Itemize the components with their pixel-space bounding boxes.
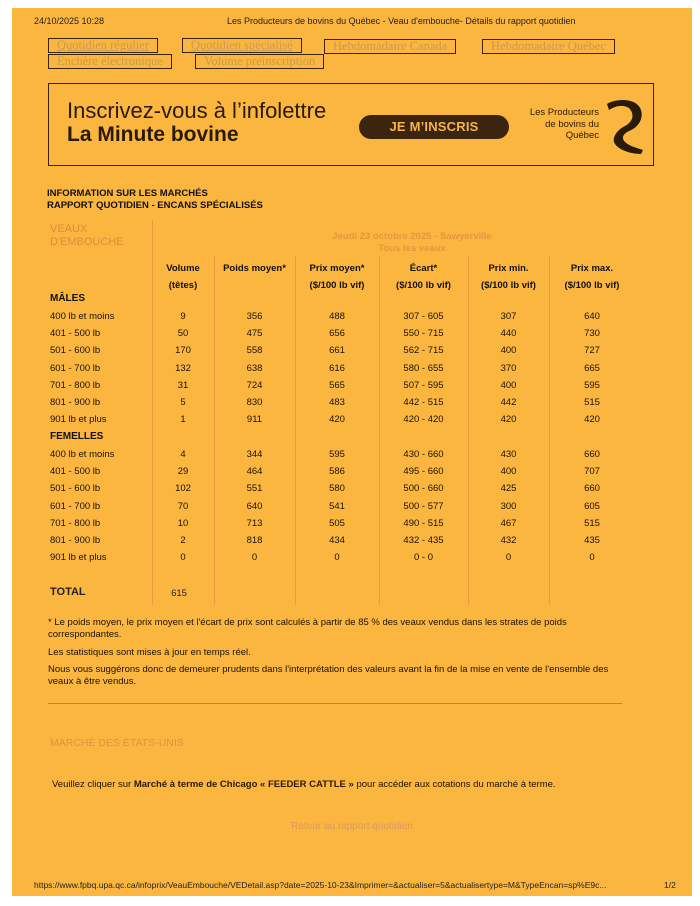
note-calculation: * Le poids moyen, le prix moyen et l'écart de prix sont calculés à partir de 85 % des veaux vendus dans les strates de poids correspondantes. [48,617,567,640]
cell-max: 660 [584,449,600,460]
cell-avg-price: 488 [329,311,345,322]
category-line2: D'EMBOUCHE [50,236,124,248]
banner-headline: Inscrivez-vous à l’infolettre [67,98,327,123]
cell-avg-weight: 475 [246,328,263,340]
cell-min: 425 [500,483,517,495]
cell-avg-weight: 713 [246,517,263,529]
col-header-unit: ($/100 lb vif) [309,280,365,291]
males-row [12,377,692,394]
cell-volume: 9 [180,311,186,322]
cell-range: 550 - 715 [403,328,444,340]
cell-weight: 400 lb et moins [50,449,115,460]
print-page-number: 1/2 [664,880,676,890]
cell-volume: 4 [180,449,186,460]
cell-avg-weight: 464 [246,466,263,478]
cell-avg-price: 661 [329,345,345,357]
cell-range: 430 - 660 [403,449,444,460]
cell-max: 435 [584,535,600,546]
print-datetime: 24/10/2025 10:28 [34,16,105,26]
group-label-females: FEMELLES [50,431,104,442]
cell-volume: 5 [180,397,186,408]
col-header-line: Volume [166,263,200,274]
report-date-location [242,231,582,254]
printed-page [12,8,692,896]
cell-volume: 132 [175,362,191,374]
males-row [12,411,692,428]
cell-weight: 401 - 500 lb [50,328,101,340]
cell-avg-weight: 344 [246,449,263,460]
cell-range: 500 - 577 [403,500,444,512]
us-market-text-before: Veuillez cliquer sur [52,779,134,790]
cell-min: 432 [500,535,517,546]
cell-max: 707 [584,466,600,478]
cell-max: 727 [584,345,600,357]
newsletter-banner[interactable] [48,83,654,166]
cell-volume: 29 [177,466,189,478]
cell-avg-price: 541 [329,500,345,512]
cell-volume: 102 [175,483,191,495]
cell-volume: 0 [180,552,186,564]
section-title-market-info: INFORMATION SUR LES MARCHÉS [47,188,208,199]
males-row [12,325,692,342]
cell-max: 640 [584,311,600,322]
us-market-text-after: pour accéder aux cotations du marché à terme. [353,779,556,790]
females-row [12,498,692,515]
cell-avg-weight: 830 [246,397,263,408]
cell-weight: 601 - 700 lb [50,500,101,512]
chicago-feeder-cattle-link[interactable]: Marché à terme de Chicago « FEEDER CATTLE » [133,779,354,790]
cell-min: 420 [500,414,517,426]
cell-avg-price: 586 [329,466,345,478]
females-row [12,446,692,463]
cell-max: 730 [584,328,600,340]
males-row [12,360,692,377]
tab-enchere-electronique[interactable]: Enchère électronique [48,54,172,69]
cell-weight: 601 - 700 lb [50,362,101,374]
cell-min: 0 [505,552,512,564]
cell-range: 580 - 655 [403,362,444,374]
cell-avg-price: 595 [329,449,345,460]
cell-range: 490 - 515 [403,517,444,529]
col-header-avg-weight [214,260,295,277]
col-header-unit: ($/100 lb vif) [481,280,536,291]
logo-text: Les Producteurs de bovins du Québec [529,107,599,141]
cell-weight: 501 - 600 lb [50,345,101,357]
cell-min: 440 [500,328,517,340]
cell-range: 307 - 605 [403,311,444,322]
col-header-range [379,260,468,294]
cell-avg-price: 434 [329,535,345,546]
cell-range: 495 - 660 [403,466,444,478]
cell-avg-weight: 911 [246,414,263,426]
females-row [12,532,692,549]
tab-quotidien-regulier[interactable]: Quotidien régulier [48,38,158,53]
cell-weight: 401 - 500 lb [50,466,101,478]
tab-hebdomadaire-canada[interactable]: Hebdomadaire Canada [324,39,456,54]
cell-weight: 901 lb et plus [50,414,107,426]
us-market-text [52,779,556,790]
cell-max: 665 [584,362,600,374]
cell-max: 660 [584,483,600,495]
cell-min: 307 [500,311,517,322]
tab-hebdomadaire-quebec[interactable]: Hebdomadaire Québec [482,39,615,54]
males-row [12,394,692,411]
us-market-title: MARCHÉ DES ÉTATS-UNIS [50,737,184,749]
cell-max: 595 [584,379,600,391]
col-header-line: Prix max. [570,263,614,274]
cell-range: 442 - 515 [403,397,444,408]
category-title [50,223,124,249]
back-to-daily-report-link[interactable]: Retour au rapport quotidien [291,821,413,832]
cell-avg-price: 0 [334,552,340,564]
cell-weight: 400 lb et moins [50,311,115,322]
cell-volume: 170 [175,345,191,357]
cell-range: 562 - 715 [403,345,444,357]
group-label-males: MÂLES [50,293,85,304]
cell-avg-weight: 818 [246,535,263,546]
cell-avg-weight: 724 [246,379,263,391]
col-header-line: Prix min. [488,263,529,274]
cell-avg-price: 656 [329,328,345,340]
note-caution: Nous vous suggérons donc de demeurer prudents dans l'interprétation des valeurs avant la fin de la mise en vente de l'ensemble des veaux à être vendus. [48,664,609,687]
tab-volume-preinscription[interactable]: Volume préinscription [195,54,324,69]
col-header-unit: ($/100 lb vif) [564,280,620,291]
total-volume: 615 [171,588,187,599]
cell-avg-weight: 640 [246,500,263,512]
col-header-avg-price [295,260,379,294]
cell-avg-price: 565 [329,379,345,391]
cell-volume: 10 [177,517,189,529]
cell-range: 500 - 660 [403,483,444,495]
cell-avg-price: 420 [329,414,345,426]
category-line1: VEAUX [50,223,88,235]
col-header-volume [152,260,214,294]
col-header-min-price [468,260,549,294]
cell-avg-weight: 356 [246,311,263,322]
males-row [12,342,692,359]
total-label: TOTAL [50,586,86,598]
females-row [12,549,692,566]
cell-avg-weight: 558 [246,345,263,357]
cell-volume: 1 [180,414,186,426]
fpbq-logo-icon [603,98,645,156]
cell-range: 432 - 435 [403,535,444,546]
cell-min: 400 [500,466,517,478]
subscribe-button[interactable]: JE M’INSCRIS [359,115,509,139]
females-row [12,515,692,532]
cell-weight: 701 - 800 lb [50,379,101,391]
cell-max: 515 [584,397,600,408]
cell-weight: 801 - 900 lb [50,397,101,408]
col-header-unit: ($/100 lb vif) [396,280,451,291]
cell-range: 0 - 0 [413,552,433,564]
cell-avg-weight: 551 [246,483,263,495]
females-row [12,463,692,480]
divider [48,703,622,704]
females-row [12,480,692,497]
cell-avg-price: 580 [329,483,345,495]
cell-avg-weight: 0 [251,552,258,564]
cell-range: 420 - 420 [403,414,444,426]
cell-min: 430 [500,449,517,460]
cell-min: 400 [500,345,517,357]
tab-quotidien-specialise[interactable]: Quotidien spécialisé [182,38,302,53]
cell-weight: 801 - 900 lb [50,535,101,546]
col-header-line: Prix moyen* [309,263,365,274]
col-header-unit: (têtes) [168,280,198,291]
cell-volume: 70 [177,500,189,512]
cell-max: 515 [584,517,600,529]
males-row [12,308,692,325]
cell-volume: 50 [177,328,189,340]
cell-weight: 701 - 800 lb [50,517,101,529]
report-subtitle: Tous les veaux [378,242,446,254]
col-header-line: Poids moyen* [223,263,286,274]
cell-avg-weight: 638 [246,362,263,374]
cell-min: 400 [500,379,517,391]
cell-weight: 501 - 600 lb [50,483,101,495]
cell-min: 467 [500,517,517,529]
cell-weight: 901 lb et plus [50,552,107,564]
cell-range: 507 - 595 [403,379,444,391]
cell-max: 0 [589,552,595,564]
cell-max: 420 [584,414,600,426]
cell-avg-price: 483 [329,397,345,408]
col-header-line: Écart* [409,263,438,274]
print-page-title: Les Producteurs de bovins du Québec - Veau d'embouche- Détails du rapport quotidien [227,16,576,26]
cell-avg-price: 505 [329,517,345,529]
banner-newsletter-name: La Minute bovine [67,123,239,146]
print-footer-url: https://www.fpbq.upa.qc.ca/infoprix/VeauEmbouche/VEDetail.asp?date=2025-10-23&Imprimer=&actualiser=5&actualisertype=M&TypeEncan=sp%E9c... [34,880,607,890]
col-header-max-price [549,260,635,294]
note-realtime: Les statistiques sont mises à jour en temps réel. [48,647,251,658]
report-date: Jeudi 23 octobre 2025 - Sawyerville [332,231,492,242]
cell-min: 442 [500,397,517,408]
cell-avg-price: 616 [329,362,345,374]
cell-min: 300 [500,500,517,512]
cell-volume: 2 [180,535,186,546]
cell-min: 370 [500,362,517,374]
cell-volume: 31 [177,379,189,391]
section-title-daily-report: RAPPORT QUOTIDIEN - ENCANS SPÉCIALISÉS [47,200,263,211]
cell-max: 605 [584,500,600,512]
